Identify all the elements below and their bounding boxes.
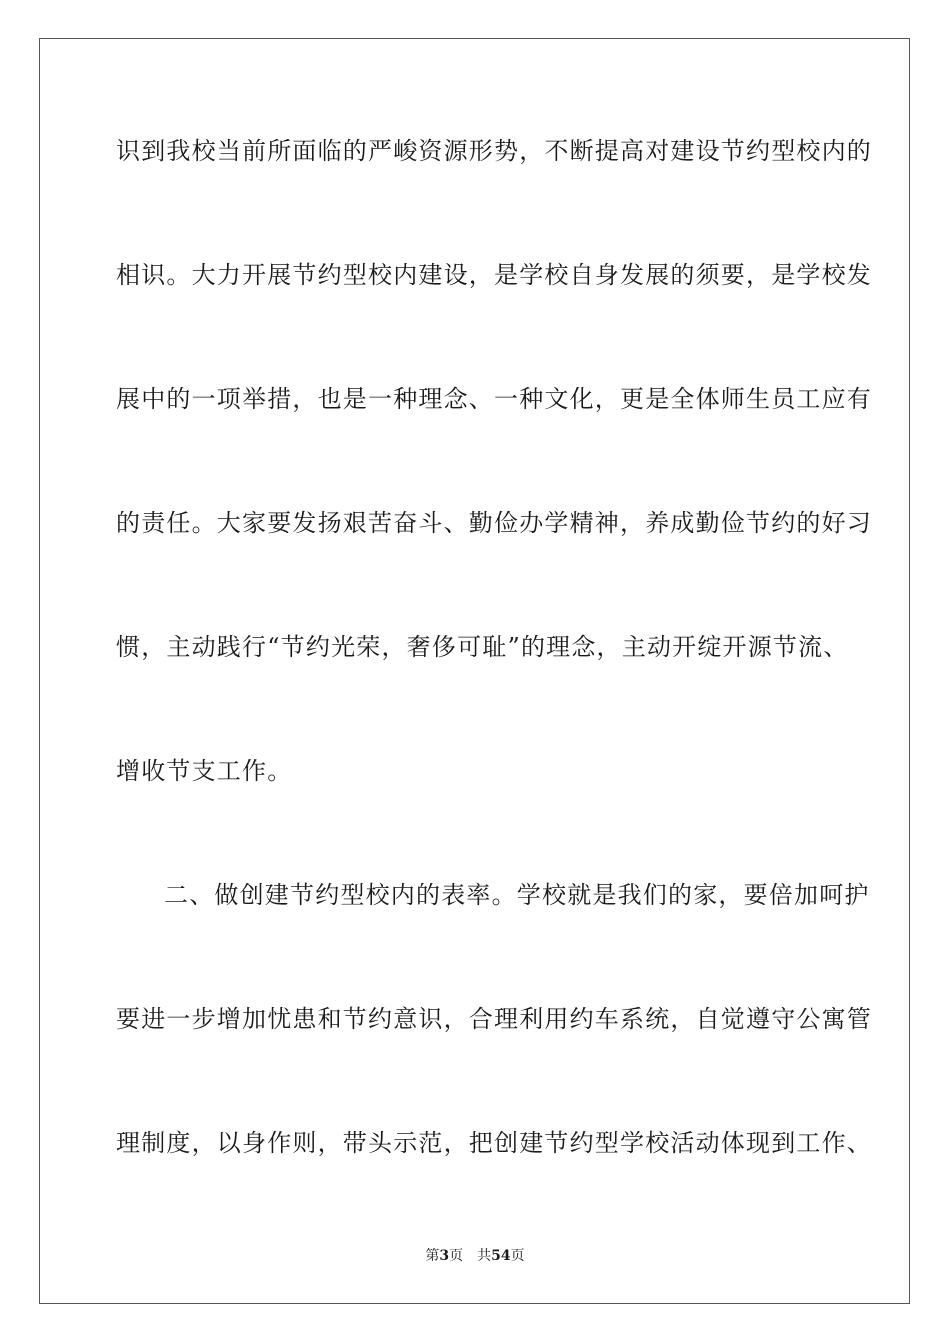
page-border [39,38,910,1304]
total-prefix: 共 [477,1248,492,1264]
text-line-2: 相识。大力开展节约型校内建设，是学校自身发展的须要，是学校发 [116,261,872,289]
page-footer [0,1247,950,1265]
text-line-1: 识到我校当前所面临的严峻资源形势，不断提高对建设节约型校内的 [116,137,872,165]
page-suffix: 页 [449,1248,464,1264]
text-line-6: 增收节支工作。 [116,757,293,785]
text-line-5: 惯，主动践行“节约光荣，奢侈可耻”的理念，主动开绽开源节流、 [116,633,849,661]
total-suffix: 页 [510,1248,525,1264]
page-number: 3 [439,1248,450,1264]
text-line-9: 理制度，以身作则，带头示范，把创建节约型学校活动体现到工作、 [116,1129,872,1157]
page-prefix: 第 [425,1248,440,1264]
text-line-3: 展中的一项举措，也是一种理念、一种文化，更是全体师生员工应有 [116,385,872,413]
total-pages: 54 [491,1248,511,1264]
text-line-4: 的责任。大家要发扬艰苦奋斗、勤俭办学精神，养成勤俭节约的好习 [116,509,872,537]
text-line-8: 要进一步增加忧患和节约意识，合理利用约车系统，自觉遵守公寓管 [116,1005,872,1033]
text-line-7: 二、做创建节约型校内的表率。学校就是我们的家，要倍加呵护 [164,881,870,909]
